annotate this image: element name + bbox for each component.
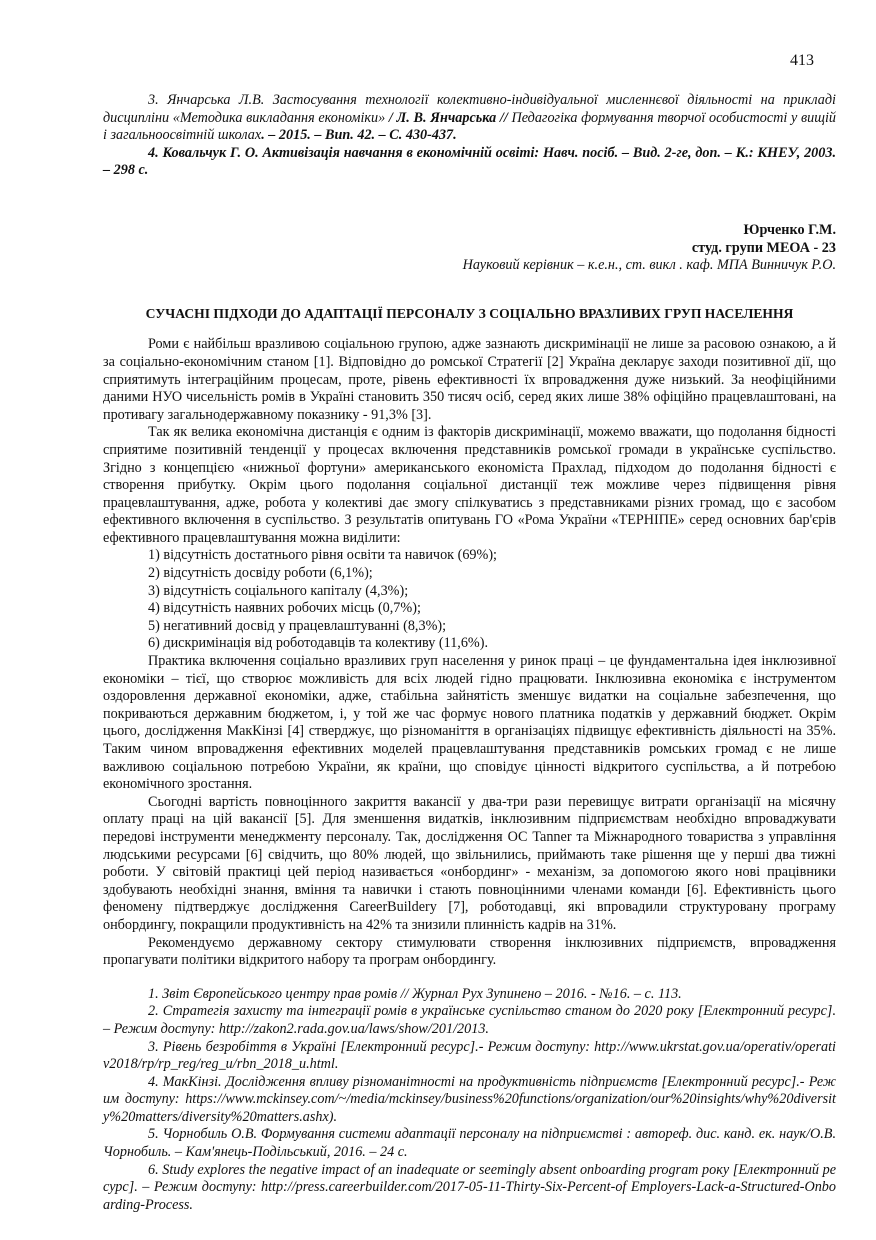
reference-item: 3. Рівень безробіття в Україні [Електронний ресурс].- Режим доступу: http://www.ukrstat.gov.ua/operativ/operativ2018/rp/rp_reg/reg_u/rbn_2018_u.html.	[103, 1038, 836, 1073]
list-item: 1) відсутність достатнього рівня освіти та навичок (69%);	[148, 547, 497, 564]
references-list	[103, 986, 836, 1215]
paragraph: Рекомендуємо державному сектору стимулювати створення інклюзивних підприємств, впровадження пропагувати політики відкритого набору та програм онбордингу.	[103, 934, 836, 969]
list-item: 3) відсутність соціального капіталу (4,3%);	[148, 582, 409, 599]
reference-item: 5. Чорнобиль О.В. Формування системи адаптації персоналу на підприємстві : автореф. дис. канд. ек. наук/О.В. Чорнобиль. – Кам'янець-Подільський, 2016. – 24 с.	[103, 1126, 836, 1161]
list-item: 6) дискримінація від роботодавців та колективу (11,6%).	[148, 635, 489, 652]
prev-reference	[103, 92, 836, 145]
page-number: 413	[790, 52, 814, 69]
prev-reference: 4. Ковальчук Г. О. Активізація навчання в економічній освіті: Навч. посіб. – Вид. 2-ге, доп. – К.: КНЕУ, 2003. – 298 с.	[103, 144, 836, 179]
barriers-list	[103, 547, 836, 653]
author-name: Юрченко Г.М.	[743, 221, 836, 238]
list-item: 4) відсутність наявних робочих місць (0,7%);	[148, 600, 421, 617]
reference-item: 2. Стратегія захисту та інтеграції ромів в українське суспільство станом до 2020 року [Електронний ресурс]. – Режим доступу: http://zakon2.rada.gov.ua/laws/show/201/2013.	[103, 1003, 836, 1037]
author-group: студ. групи МЕОА - 23	[691, 239, 836, 256]
reference-item: 6. Study explores the negative impact of an inadequate or seemingly absent onboarding program року [Електронний ресурс]. – Режим доступу: http://press.careerbuilder.com/2017-05-11-Thirty-Six-Percent-of Employers-Lack-a-Structured-Onboarding-Process.	[103, 1161, 836, 1213]
ref-text: / Л. В. Янчарська //	[385, 109, 508, 126]
paragraph: Роми є найбільш вразливою соціальною групою, адже зазнають дискримінації не лише за расовою ознакою, а й за соціально-економічним станом [1]. Відповідно до ромської Стратегії [2] Україна декларує заходи позитивної дії, що сприятимуть інтеграційним процесам, проте, рівень ефективності їх впровадження дуже низький. За неофіційними даними НУО чисельність ромів в Україні становить 350 тисяч осіб, серед яких лише 38% офіційно працевлаштовані, на противагу загальнодержавному показнику - 91,3% [3].	[103, 336, 836, 423]
list-item: 5) негативний досвід у працевлаштуванні (8,3%);	[148, 617, 447, 634]
paragraph: Практика включення соціально вразливих груп населення у ринок праці – це фундаментальна ідея інклюзивної економіки – тієї, що створює можливість для всіх людей гідно працювати. Інклюзивна економіка є інструментом оздоровлення державної економіки, адже, стабільна зайнятість зменшує видатки на соціальне забезпечення, що покриваються державним бюджетом, і, у той же час формує нового платника податків у державний бюджет. Окрім цього, дослідження МакКінзі [4] стверджує, що різноманіття в організаціях підвищує ефективність діяльності на 35%. Таким чином впровадження ефективних моделей працевлаштування представників ромських громад є не лише важливою соціальною потребою України, як країни, що сповідує цінності відкритого суспільства, а й потребою економічного зростання.	[103, 653, 836, 793]
paragraph: Так як велика економічна дистанція є одним із факторів дискримінації, можемо вважати, що подолання бідності сприятиме позитивній тенденції у процесах включення представників ромської громади в українське суспільство. Згідно з концепцією «нижньої фортуни» американського економіста Прахлад, підходом до подолання бідності є створення прибутку. Окрім цього подолання соціальної дистанції теж можливе через підвищення рівня працевлаштування, адже, робота у колективі дає змогу спілкуватись з представниками різних громад, що є засобом ефективного включення в суспільство. З результатів опитувань ГО «Рома України «ТЕРНІПЕ» серед основних бар'єрів ефективного працевлаштування можна виділити:	[103, 424, 836, 546]
reference-item: 4. МакКінзі. Дослідження впливу різноманітності на продуктивність підприємств [Електронний ресурс].- Режим доступу: https://www.mckinsey.com/~/media/mckinsey/business%20functions/organization/our%20insights/why%20diversity%20matters/diversity%20matters.ashx).	[103, 1073, 836, 1125]
reference-item: 1. Звіт Європейського центру прав ромів // Журнал Рух Зупинено – 2016. - №16. – с. 113.	[148, 985, 682, 1002]
article-title: СУЧАСНІ ПІДХОДИ ДО АДАПТАЦІЇ ПЕРСОНАЛУ З СОЦІАЛЬНО ВРАЗЛИВИХ ГРУП НАСЕЛЕННЯ	[145, 305, 794, 321]
list-item: 2) відсутність досвіду роботи (6,1%);	[148, 565, 373, 582]
ref-text: 3. Янчарська Л.В. Застосування технології колективно-індивідуальної мисленнєвої діяльності на прикладі дисципліни «Методика викладання економіки»	[103, 92, 836, 126]
document-body	[103, 92, 836, 1214]
ref-text: . – 2015. – Вип. 42. – С. 430-437.	[261, 127, 457, 144]
ref-text: Педагогіка формування творчої особистості у вищій і загальноосвітній школах	[103, 109, 836, 144]
supervisor: Науковий керівник – к.е.н., ст. викл . каф. МПА Винничук Р.О.	[462, 257, 836, 274]
paragraph: Сьогодні вартість повноцінного закриття вакансії у два-три рази перевищує витрати організації на місячну оплату праці на цій вакансії [5]. Для зменшення видатків, інклюзивним підприємствам необхідно впроваджувати передові інструменти менеджменту персоналу. Так, дослідження ОС Tanner та Міжнародного товариства з управління людськими ресурсами [6] свідчить, що 80% людей, що звільнились, приймають таке рішення ще у перші два тижні роботи. У світовій практиці цей період називається «онбординг» - механізм, за допомогою якого нові працівники здобувають необхідні знання, вміння та навички і стають повноцінними членами команди [6]. Ефективність цього феномену підтверджує дослідження CareerBuildery [7], роботодавці, які впровадили структуровану програму онбордингу, покращили продуктивність на 42% та знизили плинність кадрів на 31%.	[103, 793, 836, 933]
